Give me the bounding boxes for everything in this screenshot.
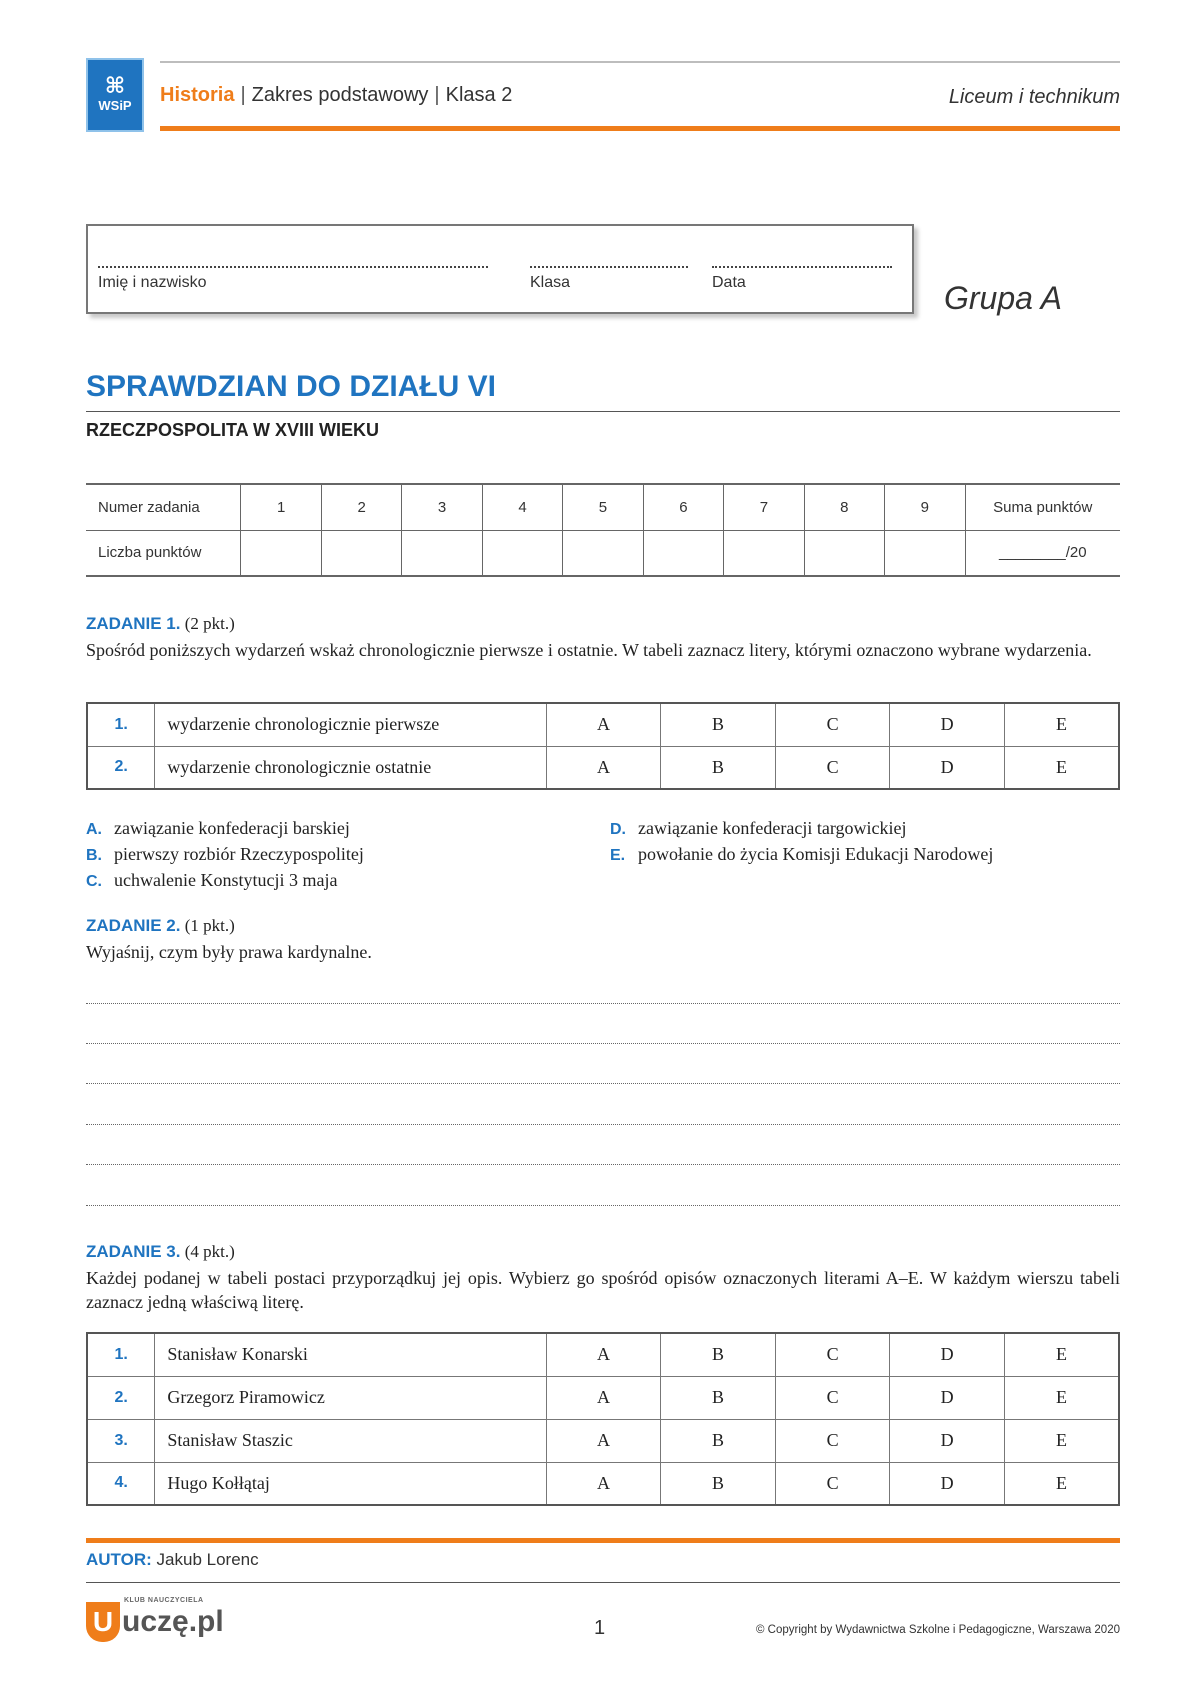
- header-scope: Zakres podstawowy: [251, 84, 429, 106]
- answer-option-e[interactable]: E: [1004, 703, 1119, 746]
- option-text: zawiązanie konfederacji targowickiej: [638, 818, 907, 838]
- option-item: [86, 842, 364, 868]
- author-label: AUTOR:: [86, 1550, 152, 1569]
- name-field[interactable]: [98, 266, 488, 292]
- answer-line[interactable]: [86, 1164, 1120, 1165]
- wsip-logo-icon: ⌘: [104, 74, 126, 100]
- ucze-logo-club: KLUB NAUCZYCIELA: [124, 1597, 204, 1604]
- row-label: Stanisław Konarski: [155, 1333, 546, 1376]
- answer-option-b[interactable]: B: [661, 1462, 776, 1505]
- task2-points: (1 pkt.): [184, 916, 235, 935]
- answer-line[interactable]: [86, 1043, 1120, 1044]
- task-number: 5: [563, 484, 643, 530]
- copyright-notice: © Copyright by Wydawnictwa Szkolne i Pedagogiczne, Warszawa 2020: [756, 1624, 1120, 1636]
- answer-option-b[interactable]: B: [661, 746, 776, 789]
- task1-points: (2 pkt.): [184, 614, 235, 633]
- ucze-logo: [86, 1597, 224, 1644]
- points-cell[interactable]: [241, 530, 321, 576]
- footer-rule: [86, 1582, 1120, 1583]
- task1-row: [87, 746, 1119, 789]
- answer-option-b[interactable]: B: [661, 1333, 776, 1376]
- row-number: 4.: [87, 1462, 155, 1505]
- wsip-logo-text: WSiP: [98, 98, 132, 114]
- task1-heading: [86, 614, 235, 634]
- task1-row: [87, 703, 1119, 746]
- page-subtitle: RZECZPOSPOLITA W XVIII WIEKU: [86, 420, 380, 440]
- task3-row: [87, 1333, 1119, 1376]
- task-number: 8: [804, 484, 884, 530]
- answer-option-b[interactable]: B: [661, 1376, 776, 1419]
- points-cell[interactable]: [402, 530, 482, 576]
- answer-option-e[interactable]: E: [1004, 1462, 1119, 1505]
- class-label: Klasa: [530, 274, 571, 291]
- task1-instructions: Spośród poniższych wydarzeń wskaż chronologicznie pierwsze i ostatnie. W tabeli zaznacz litery, którymi oznaczono wybrane wydarzenia.: [86, 640, 1092, 660]
- row-number: 1.: [87, 1333, 155, 1376]
- answer-option-c[interactable]: C: [775, 703, 890, 746]
- page-title: SPRAWDZIAN DO DZIAŁU VI: [86, 370, 496, 403]
- option-key: B.: [86, 847, 102, 864]
- task3-row: [87, 1419, 1119, 1462]
- task2-heading: [86, 916, 235, 936]
- answer-option-d[interactable]: D: [890, 703, 1005, 746]
- row-label: wydarzenie chronologicznie ostatnie: [155, 746, 546, 789]
- answer-option-c[interactable]: C: [775, 1419, 890, 1462]
- footer-orange-rule: [86, 1538, 1120, 1543]
- answer-option-d[interactable]: D: [890, 1462, 1005, 1505]
- header-separator: |: [434, 84, 440, 106]
- row-number: 3.: [87, 1419, 155, 1462]
- answer-option-a[interactable]: A: [546, 1462, 661, 1505]
- score-row-tasks: [86, 484, 1120, 530]
- header-subject: Historia: [160, 84, 235, 106]
- task-number: 3: [402, 484, 482, 530]
- points-cell[interactable]: [724, 530, 804, 576]
- answer-option-e[interactable]: E: [1004, 1333, 1119, 1376]
- option-item: [610, 816, 993, 842]
- task3-points: (4 pkt.): [184, 1242, 235, 1261]
- task1-options-right: [610, 816, 993, 868]
- answer-option-e[interactable]: E: [1004, 746, 1119, 789]
- answer-option-a[interactable]: A: [546, 746, 661, 789]
- sum-label: Suma punktów: [965, 484, 1120, 530]
- option-key: E.: [610, 847, 626, 864]
- author-name: Jakub Lorenc: [156, 1550, 259, 1569]
- task2-instructions: Wyjaśnij, czym były prawa kardynalne.: [86, 942, 372, 962]
- answer-option-d[interactable]: D: [890, 746, 1005, 789]
- student-info-box: [86, 224, 914, 314]
- task-number: 2: [321, 484, 401, 530]
- page-number: 1: [594, 1617, 606, 1639]
- task-number: 7: [724, 484, 804, 530]
- ucze-logo-icon: U: [86, 1602, 120, 1642]
- sum-value[interactable]: ________/20: [965, 530, 1120, 576]
- points-cell[interactable]: [563, 530, 643, 576]
- task1-name: ZADANIE 1.: [86, 614, 181, 633]
- header-grade: Klasa 2: [445, 84, 513, 106]
- author-line: [86, 1550, 259, 1570]
- header-course: [160, 84, 512, 107]
- ucze-logo-brand: uczę.pl: [122, 1605, 224, 1638]
- option-key: C.: [86, 873, 102, 890]
- task1-answer-table: [86, 702, 1120, 790]
- answer-line[interactable]: [86, 1003, 1120, 1004]
- header-separator: |: [240, 84, 246, 106]
- row-label: Grzegorz Piramowicz: [155, 1376, 546, 1419]
- task2-name: ZADANIE 2.: [86, 916, 181, 935]
- answer-option-a[interactable]: A: [546, 1376, 661, 1419]
- answer-option-a[interactable]: A: [546, 1419, 661, 1462]
- class-field[interactable]: [530, 266, 688, 292]
- points-cell[interactable]: [885, 530, 965, 576]
- row-number: 2.: [87, 1376, 155, 1419]
- points-cell[interactable]: [321, 530, 401, 576]
- answer-option-a[interactable]: A: [546, 1333, 661, 1376]
- header-school: Liceum i technikum: [948, 86, 1120, 108]
- task3-name: ZADANIE 3.: [86, 1242, 181, 1261]
- task-number: 1: [241, 484, 321, 530]
- option-key: A.: [86, 821, 102, 838]
- task-number: 6: [643, 484, 723, 530]
- group-label: Grupa A: [944, 280, 1062, 316]
- answer-option-e[interactable]: E: [1004, 1419, 1119, 1462]
- task3-row: [87, 1462, 1119, 1505]
- points-cell[interactable]: [643, 530, 723, 576]
- answer-line[interactable]: [86, 1205, 1120, 1206]
- ucze-logo-text: [122, 1597, 224, 1639]
- option-text: pierwszy rozbiór Rzeczypospolitej: [114, 844, 364, 864]
- row-label: Stanisław Staszic: [155, 1419, 546, 1462]
- answer-option-c[interactable]: C: [775, 1462, 890, 1505]
- score-table: [86, 483, 1120, 577]
- score-row-label: Numer zadania: [86, 484, 241, 530]
- row-label: wydarzenie chronologicznie pierwsze: [155, 703, 546, 746]
- answer-option-b[interactable]: B: [661, 1419, 776, 1462]
- header-orange-rule: [160, 126, 1120, 131]
- points-cell[interactable]: [482, 530, 562, 576]
- score-row-points: [86, 530, 1120, 576]
- option-item: [86, 868, 364, 894]
- answer-option-d[interactable]: D: [890, 1376, 1005, 1419]
- answer-option-d[interactable]: D: [890, 1419, 1005, 1462]
- date-field[interactable]: [712, 266, 892, 292]
- date-label: Data: [712, 274, 746, 291]
- answer-option-d[interactable]: D: [890, 1333, 1005, 1376]
- header-top-rule: [160, 61, 1120, 63]
- name-label: Imię i nazwisko: [98, 274, 207, 291]
- option-text: zawiązanie konfederacji barskiej: [114, 818, 350, 838]
- answer-line[interactable]: [86, 1083, 1120, 1084]
- answer-option-c[interactable]: C: [775, 746, 890, 789]
- answer-option-c[interactable]: C: [775, 1333, 890, 1376]
- row-label: Hugo Kołłątaj: [155, 1462, 546, 1505]
- task-number: 9: [885, 484, 965, 530]
- option-item: [86, 816, 364, 842]
- answer-option-b[interactable]: B: [661, 703, 776, 746]
- wsip-logo: [86, 58, 144, 132]
- task1-options-left: [86, 816, 364, 894]
- answer-option-a[interactable]: A: [546, 703, 661, 746]
- task3-heading: [86, 1242, 235, 1262]
- option-item: [610, 842, 993, 868]
- row-number: 2.: [87, 746, 155, 789]
- option-text: powołanie do życia Komisji Edukacji Narodowej: [638, 844, 994, 864]
- task3-answer-table: [86, 1332, 1120, 1506]
- answer-line[interactable]: [86, 1124, 1120, 1125]
- task3-instructions: Każdej podanej w tabeli postaci przyporządkuj jej opis. Wybierz go spośród opisów oznaczonych literami A–E. W każdym wierszu tabeli zaznacz jedną właściwą literę.: [86, 1268, 1120, 1312]
- option-text: uchwalenie Konstytucji 3 maja: [114, 870, 338, 890]
- row-number: 1.: [87, 703, 155, 746]
- task-number: 4: [482, 484, 562, 530]
- title-rule: [86, 411, 1120, 412]
- task3-row: [87, 1376, 1119, 1419]
- points-cell[interactable]: [804, 530, 884, 576]
- answer-option-e[interactable]: E: [1004, 1376, 1119, 1419]
- option-key: D.: [610, 821, 626, 838]
- answer-option-c[interactable]: C: [775, 1376, 890, 1419]
- points-row-label: Liczba punktów: [86, 530, 241, 576]
